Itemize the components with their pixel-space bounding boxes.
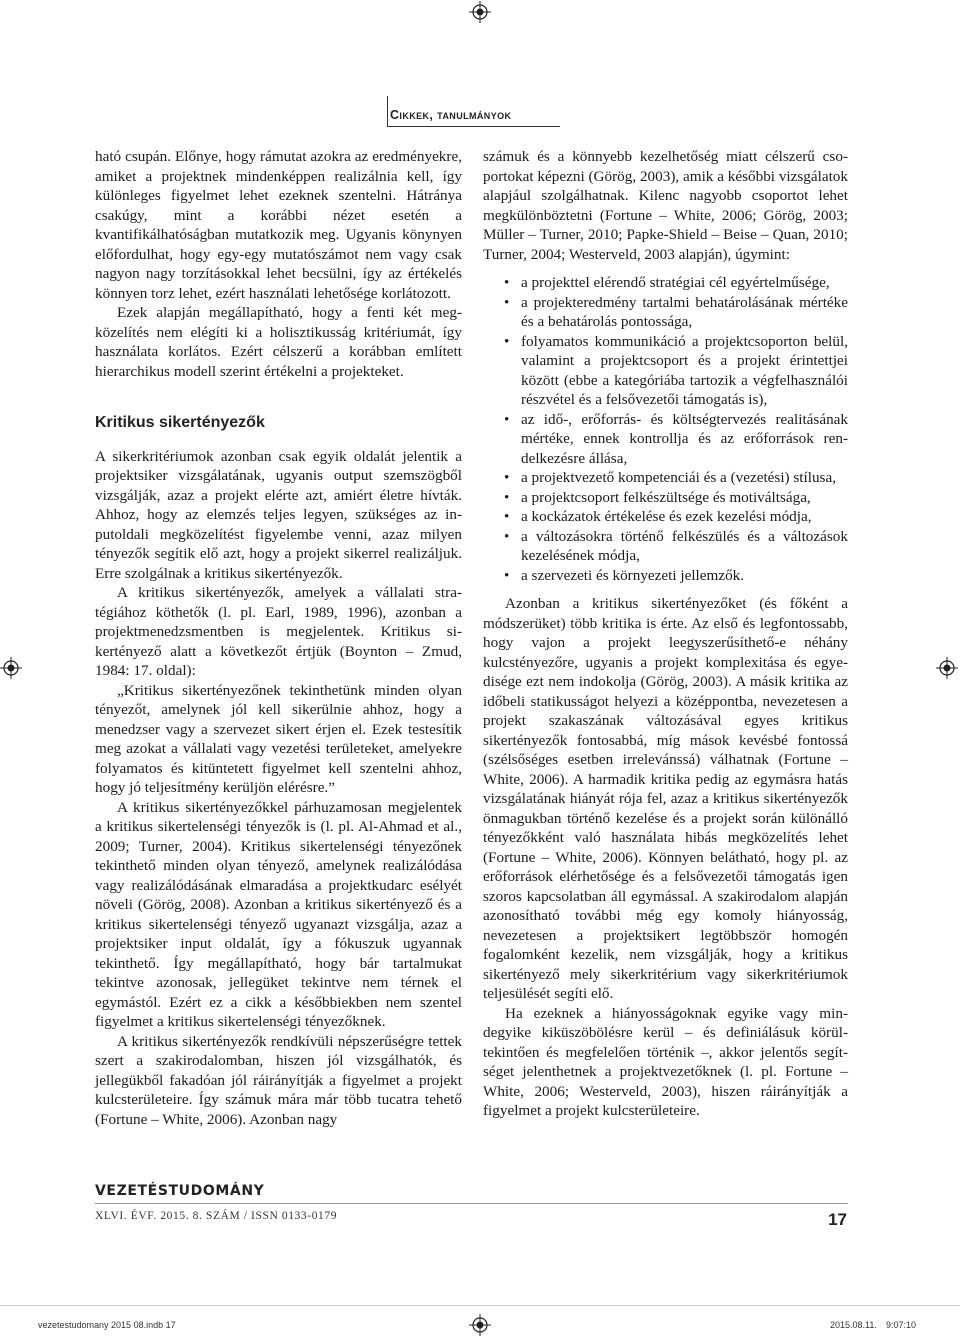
- page-number: 17: [828, 1210, 847, 1229]
- paragraph: A kritikus sikertényezők, amelyek a vállalati stratégiához köthetők (l. pl. Earl, 1989, 1996), azonban a projektmenedzsmentben is megjelentek. Kritikus sikertényező alatt a következőt értjük (Boynton – Zmud, 1984: 17. oldal):: [95, 584, 462, 679]
- registration-mark-icon: [936, 657, 958, 679]
- paragraph: Ezek alapján megállapítható, hogy a fenti két megközelítés nem elégíti ki a holisztikusság kritériumát, így használata korlátos. Ezért célszerű a korábban említett hierarchikus modell szerint értékelni a projekteket.: [95, 304, 462, 380]
- issue-info: XLVI. ÉVF. 2015. 8. SZÁM / ISSN 0133-0179: [95, 1210, 338, 1222]
- list-item: • a projekteredmény tartalmi behatárolásának mértéke és a behatárolás pontossága,: [521, 293, 848, 332]
- slug-divider: [0, 1305, 960, 1306]
- list-item: • az idő-, erőforrás- és költségtervezés realitásának mértéke, ennek kontrollja és az erőforrások rendelkezésre állása,: [521, 410, 848, 469]
- footer-divider: [95, 1203, 848, 1204]
- registration-mark-icon: [469, 1, 491, 23]
- header-rule: [387, 96, 388, 126]
- success-factor-list: [483, 273, 848, 585]
- paragraph: számuk és a könnyebb kezelhetőség miatt célszerű csoportokat képezni (Görög, 2003), amik a későbbi vizsgálatok alapjául szolgálhatnak. Kilenc nagyobb csoportot lehet megkülönböztetni (Fortune – White, 2006; Görög, 2003; Müller – Turner, 2010; Papke-Shield – Beise – Quan, 2010; Turner, 2004; Westerveld, 2003 alapján), úgymint:: [483, 148, 848, 263]
- section-heading: Kritikus sikertényezők: [95, 414, 265, 431]
- left-column: [95, 147, 462, 1129]
- paragraph: A sikerkritériumok azonban csak egyik oldalát jelentik a projektsiker vizsgálatának, ugyanis output szemszögből vizsgálják, azaz a projekt elérte azt, amiért életre hívták. Ahhoz, hogy az elemzés teljes legyen, szükséges az inputoldali megközelítést figyelembe venni, azaz milyen tényezők segítik elő azt, hogy a projekt sikerrel realizáljuk. Erre szolgálnak a kritikus sikertényezők.: [95, 447, 462, 582]
- paragraph: ható csupán. Előnye, hogy rámutat azokra az eredményekre, amiket a projektnek mindenképpen realizálnia kell, így különleges figyelmet lehet ezeknek szentelni. Hátránya csakúgy, mint a korábbi nézet esetén a kvantifikálhatóságban mutatkozik meg. Ugyanis könynyen előfordulhat, hogy egy-egy mutatószámot nem vagy csak nagyon nagy torzításokkal lehet becsülni, így az értékelés könnyen torz lehet, ezért használati lehetősége korlátozott.: [95, 148, 462, 302]
- list-item: • folyamatos kommunikáció a projektcsoporton belül, valamint a projektcsoport és a projekt érintettjei között (ebbe a kategóriába tartozik a végfelhasználói részvétel és a felsővezetői támogatás is),: [521, 332, 848, 410]
- list-item: • a szervezeti és környezeti jellemzők.: [521, 566, 848, 586]
- list-item: • a kockázatok értékelése és ezek kezelési módja,: [521, 507, 848, 527]
- list-item: • a projekttel elérendő stratégiai cél egyértelműsége,: [521, 273, 848, 293]
- list-item: • a projektvezető kompetenciái és a (vezetési) stílusa,: [521, 468, 848, 488]
- registration-mark-icon: [0, 657, 22, 679]
- paragraph: A kritikus sikertényezőkkel párhuzamosan megjelentek a kritikus sikertelenségi tényezők is (l. pl. Al-Ahmad et al., 2009; Turner, 2004). Kritikus sikertelenségi tényezőnek tekinthető minden olyan tényező, amelynek realizálódása vagy realizálódásának elmaradása a projektkudarc esélyét növeli (Görög, 2008). Azonban a kritikus sikertényező és a kritikus sikertelenségi tényező ugyanazt vizsgálja, azaz a projektsiker input oldalát, így a fókuszuk ugyannak tekinthető. Így megállapítható, hogy bár tartalmukat tekintve azonosak, jellegüket tekintve nem térnek el egymástól. Ezért ez a cikk a későbbiekben nem szentel figyelmet a kritikus sikertelenségi tényezőknek.: [95, 798, 462, 1030]
- list-item: • a projektcsoport felkészültsége és motiváltsága,: [521, 488, 848, 508]
- running-header: Cikkek, tanulmányok: [390, 108, 512, 122]
- paragraph: A kritikus sikertényezők rendkívüli népszerűségre tettek szert a szakirodalomban, hiszen jól vizsgálhatók, és jellegükből fakadóan jól ráirányítják a figyelmet a projekt kulcsterületeire. Így számuk mára már több tucatra tehető (Fortune – White, 2006). Azonban nagy: [95, 1032, 462, 1128]
- slug-date: 2015.08.11.: [830, 1320, 877, 1330]
- journal-name: VEZETÉSTUDOMÁNY: [95, 1183, 265, 1199]
- paragraph: Azonban a kritikus sikertényezőket (és főként a módszerüket) több kritika is érte. Az első és legfontossabb, hogy vajon a projekt leegyszerűsíthető-e néhány kulcstényezőre, ugyanis a projekt komplexitása és egyedisége ezt nem indokolja (Görög, 2003). A másik kritika az időbeli statikusságot helyezi a középpontba, nevezetesen a projekt szakaszának változásával egyes kritikus sikertényezők fontosabbá, míg mások kevésbé fontossá (szélsőséges esetben irrelevánssá) válhatnak (Fortune – White, 2006). A harmadik kritika pedig az egymásra hatás vizsgálatának hiányát rója fel, azaz a kritikus sikertényezők önmagukban történő kezelése és a projekt során különálló tényezőkként való használata hibás megközelítés lehet (Fortune – White, 2006). Könnyen belátható, hogy pl. az erőforrások elérhetősége és a felsővezetői támogatás igen szoros kapcsolatban áll egymással. A szakirodalom alapján azonosítható további még egy komoly hiányosság, nevezetesen a projektsikert legtöbbször homogén fogalomként kezelik, nem vizsgálják, hogy a kritikus sikertényező mely sikerkritérium vagy sikerkritériumok teljesülését segíti elő.: [483, 595, 848, 1002]
- list-item: • a változásokra történő felkészülés és a változások kezelésének módja,: [521, 527, 848, 566]
- slug-time: 9:07:10: [886, 1320, 917, 1330]
- header-underline: [387, 126, 560, 127]
- paragraph: Ha ezeknek a hiányosságoknak egyike vagy mindegyike kiküszöbölésre kerül – és definiálásuk körültekintően és megfelelően történik –, akkor jelentős segítséget jelenthetnek a projektvezetőknek (l. pl. Fortune – White, 2006; Westerveld, 2003), hiszen ráirányítják a figyelmet a projekt kulcsterületeire.: [483, 1004, 848, 1119]
- registration-mark-icon: [469, 1314, 491, 1336]
- quote-paragraph: „Kritikus sikertényezőnek tekinthetünk minden olyan tényezőt, amelynek jól kell sikerülnie ahhoz, hogy a menedzser vagy a szervezet sikert érjen el. Ezek testesítik meg azokat a vállalati vagy vezetési területeket, amelyekre folyamatos és kitüntetett figyelmet kell szentelni ahhoz, hogy jó teljesítmény kerüljön elérésre.”: [95, 681, 462, 796]
- slug-filename: vezetestudomany 2015 08.indb 17: [38, 1320, 176, 1330]
- right-column: [483, 147, 848, 1121]
